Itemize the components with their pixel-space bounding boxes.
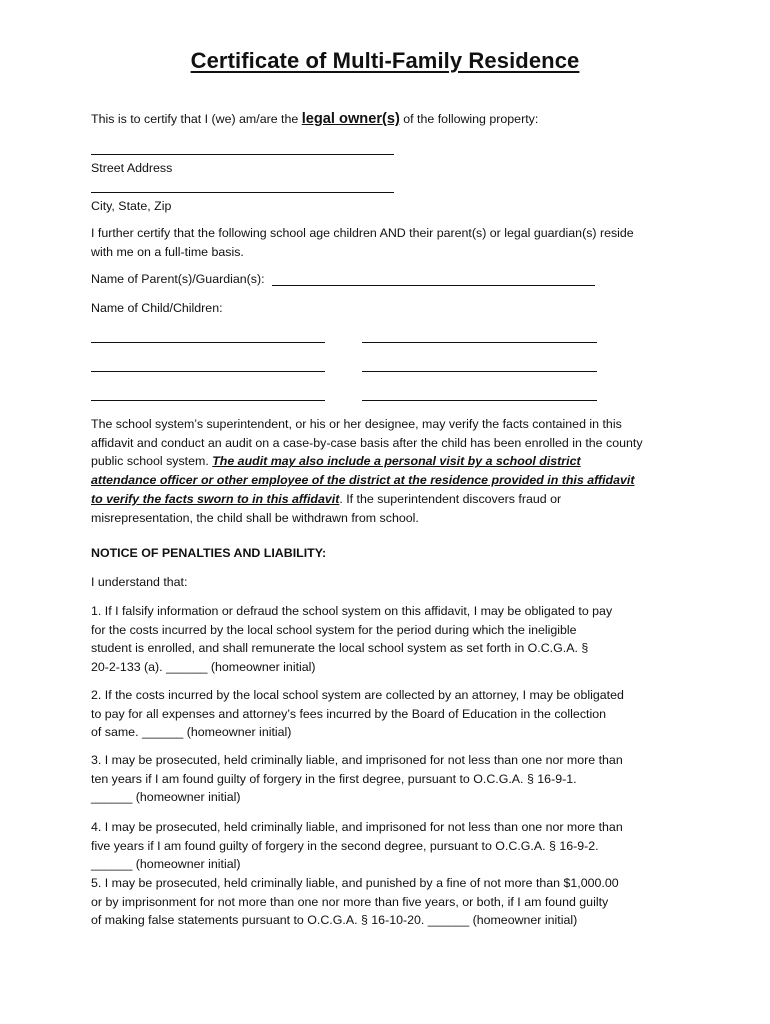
audit-line: The school system’s superintendent, or his or her designee, may verify the facts contained in this [91, 417, 622, 431]
penalty-line: 20-2-133 (a). ______ (homeowner initial) [91, 660, 316, 675]
child-name-field-1[interactable] [91, 342, 325, 343]
audit-line [91, 452, 691, 471]
street-address-field[interactable] [91, 154, 394, 155]
audit-line-emphasis: attendance officer or other employee of the district at the residence provided in this affidavit [91, 473, 635, 488]
penalty-line: 5. I may be prosecuted, held criminally liable, and punished by a fine of not more than $1,000.00 [91, 876, 619, 890]
penalty-line: ______ (homeowner initial) [91, 790, 241, 805]
audit-line [91, 490, 691, 509]
certify-text-before: This is to certify that I (we) am/are the [91, 112, 302, 126]
city-state-zip-label: City, State, Zip [91, 199, 172, 213]
penalty-line: or by imprisonment for not more than one nor more than five years, or both, if I am found guilty [91, 894, 609, 909]
further-line: I further certify that the following school age children AND their parent(s) or legal guardian(s) reside [91, 226, 634, 240]
understand-statement: I understand that: [91, 575, 188, 589]
child-name-field-6[interactable] [362, 400, 597, 401]
audit-line-emphasis: to verify the facts sworn to in this affidavit [91, 491, 340, 506]
audit-line: affidavit and conduct an audit on a case-by-case basis after the child has been enrolled in the county [91, 435, 643, 450]
penalty-line: for the costs incurred by the local school system for the period during which the ineligible [91, 622, 577, 637]
penalty-item-5 [91, 874, 691, 930]
further-line: with me on a full-time basis. [91, 244, 244, 259]
notice-heading: NOTICE OF PENALTIES AND LIABILITY: [91, 546, 327, 560]
penalty-item-3 [91, 751, 691, 807]
penalty-line: of making false statements pursuant to O.C.G.A. § 16-10-20. ______ (homeowner initial) [91, 913, 578, 928]
audit-line-plain: public school system. [91, 454, 213, 469]
child-name-field-3[interactable] [91, 371, 325, 372]
audit-line [91, 471, 691, 490]
penalty-line: student is enrolled, and shall remunerate the local school system as set forth in O.C.G.A. § [91, 641, 589, 656]
penalty-line: five years if I am found guilty of forgery in the second degree, pursuant to O.C.G.A. § 16-9-2. [91, 838, 599, 853]
penalty-line: 2. If the costs incurred by the local school system are collected by an attorney, I may be obligated [91, 688, 624, 702]
child-name-field-2[interactable] [362, 342, 597, 343]
certify-text-after: of the following property: [399, 112, 539, 126]
child-name-field-5[interactable] [91, 400, 325, 401]
audit-line: misrepresentation, the child shall be withdrawn from school. [91, 510, 419, 525]
city-state-zip-field[interactable] [91, 192, 394, 193]
penalty-line: 3. I may be prosecuted, held criminally liable, and imprisoned for not less than one nor more than [91, 753, 623, 767]
parent-guardian-field[interactable] [272, 285, 595, 286]
further-certify-paragraph [91, 224, 691, 261]
audit-paragraph [91, 415, 691, 527]
children-label: Name of Child/Children: [91, 301, 223, 315]
certify-statement [91, 110, 538, 129]
audit-line-plain: . If the superintendent discovers fraud or [339, 491, 562, 506]
parent-guardian-label: Name of Parent(s)/Guardian(s): [91, 272, 265, 286]
legal-owner-emphasis: legal owner(s) [301, 111, 400, 127]
audit-line-emphasis: The audit may also include a personal visit by a school district [212, 454, 581, 469]
penalty-line: to pay for all expenses and attorney’s fees incurred by the Board of Education in the collection [91, 706, 606, 721]
penalty-item-1 [91, 602, 691, 677]
penalty-line: ten years if I am found guilty of forgery in the first degree, pursuant to O.C.G.A. § 16-9-1. [91, 771, 577, 786]
street-address-label: Street Address [91, 161, 173, 175]
penalty-item-2 [91, 686, 691, 742]
penalty-line: ______ (homeowner initial) [91, 857, 241, 872]
penalty-item-4 [91, 818, 691, 874]
penalty-line: 1. If I falsify information or defraud the school system on this affidavit, I may be obligated to pay [91, 604, 613, 618]
page-title: Certificate of Multi-Family Residence [190, 48, 580, 73]
penalty-line: 4. I may be prosecuted, held criminally liable, and imprisoned for not less than one nor more than [91, 820, 623, 834]
child-name-field-4[interactable] [362, 371, 597, 372]
penalty-line: of same. ______ (homeowner initial) [91, 725, 292, 740]
